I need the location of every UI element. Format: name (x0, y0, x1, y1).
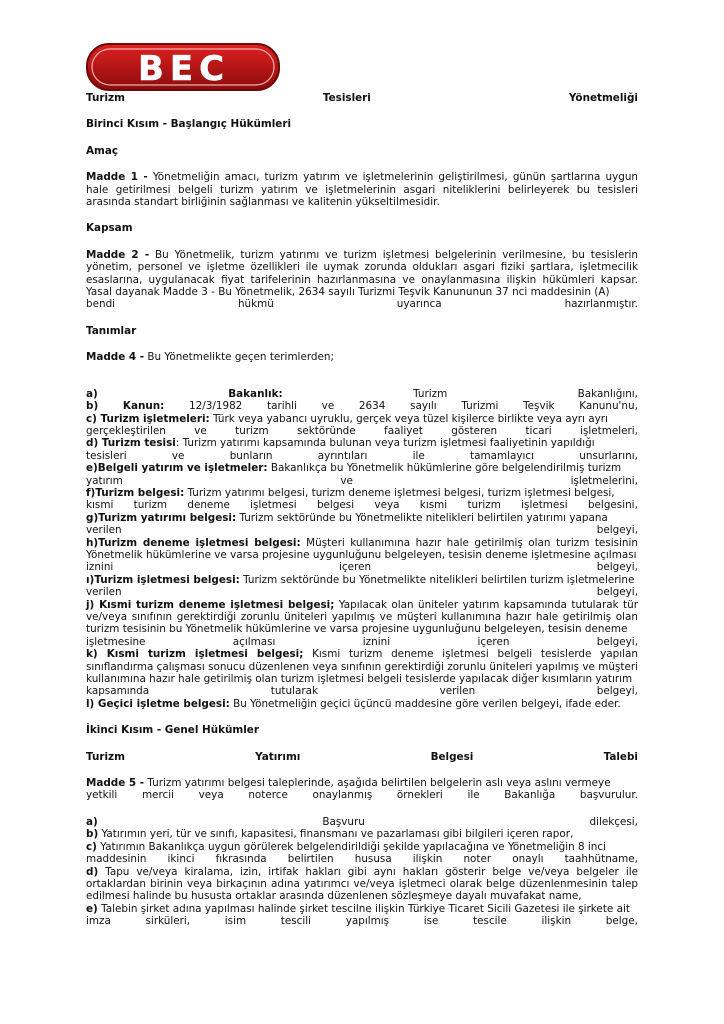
amac-heading: Amaç (86, 144, 119, 157)
word: imza (86, 915, 111, 928)
title-word: Yönetmeliği (568, 92, 638, 104)
word: işletmesine (86, 635, 146, 648)
definition-k (86, 648, 638, 685)
item-label: d) (86, 865, 99, 878)
word: ticari (525, 424, 552, 437)
definition-h (86, 537, 638, 562)
def-text: Yapılacak olan üniteler yatırım kapsamında tutularak tür ve/veya sınıfının gerektirdiği zorunlu üniteleri yapılmış ve müşteri kullanımına hazır hale getirilmiş olan turizm tesisinin bu Yönetmelik hükümlerine ve varsa projesine uygunluğunu belgeleyen, tesisin deneme (86, 598, 638, 636)
word: turizm (133, 499, 168, 512)
definition-d-tail (86, 450, 638, 462)
definition-i (86, 574, 638, 586)
madde-number: Madde 1 - (86, 171, 148, 184)
requirement-d (86, 866, 638, 903)
definition-d (86, 437, 638, 449)
definition-c-tail (86, 425, 638, 437)
madde-4 (86, 351, 638, 363)
madde-2-tail (86, 298, 638, 310)
word: hükmü (237, 298, 274, 311)
word: Başvuru (322, 815, 365, 828)
word: tesisleri (86, 449, 127, 462)
definition-g-tail (86, 524, 638, 536)
word: Turizm (413, 387, 448, 400)
word: veya (374, 499, 400, 512)
definitions-list (86, 388, 638, 711)
word: onaylanmış (312, 789, 373, 802)
def-term: l) Geçici işletme belgesi: (86, 697, 230, 710)
madde-5-tail (86, 789, 638, 801)
def-text: Turizm sektöründe bu Yönetmelikte nitelikleri belirtilen turizm işletmelerine (239, 573, 635, 586)
word: işletmelerini, (570, 474, 638, 487)
heading-word: Belgesi (430, 750, 474, 763)
title-word: Tesisleri (322, 92, 371, 104)
definition-f-tail (86, 499, 638, 511)
bec-logo (86, 42, 282, 94)
def-text: Müşteri kullanımına hazır hale getirilmiş olan turizm tesisinin Yönetmelik hükümlerine ve varsa projesine uygunluğunu belgeleyen, tesisin deneme işletmesine açılması (86, 536, 638, 561)
def-term: Kanun: (122, 400, 165, 413)
document-title (86, 92, 638, 104)
word: tescile (473, 915, 507, 928)
word: ile (412, 449, 425, 462)
word: turizm (467, 499, 501, 512)
word: belgeyi, (596, 586, 638, 599)
logo-text: BEC (137, 49, 231, 89)
word: sektöründe (296, 424, 356, 437)
word: tescili (280, 915, 312, 928)
heading-word: Turizm (86, 750, 125, 763)
word: içeren (477, 635, 510, 648)
definition-e-tail (86, 475, 638, 487)
word: gösteren (451, 424, 498, 437)
word: belgeyi, (596, 524, 638, 537)
definition-l (86, 698, 638, 710)
def-term: h)Turizm deneme işletmesi belgesi: (86, 536, 301, 549)
def-text: Bu Yönetmeliğin geçici üçüncü maddesine göre verilen belgeyi, ifade eder. (229, 697, 621, 710)
word: açılması (232, 635, 276, 648)
item-text: Tapu ve/veya kiralama, izin, irtifak hakları gibi aynı hakları gösterir belge ve/veya belgeler ile ortaklardan birinin veya birkaçının adına yatırımcı ve/veya işletmeci olarak belge düzenlenmesinin talep edilmesi halinde bu hususta ortaklar arasında düzenlenen sözleşmeye dayalı muvafakat name, (86, 865, 638, 903)
word: sayılı (410, 400, 437, 413)
word: belgesini, (587, 499, 638, 512)
requirements-list (86, 816, 638, 928)
word: yetkili (86, 789, 118, 802)
word: verilen (86, 524, 122, 537)
word: tamamlayıcı (470, 449, 535, 462)
word: 2634 (358, 400, 386, 413)
word: fıkrasında (215, 853, 267, 866)
word: bendi (86, 298, 116, 311)
word: ilişkin (412, 853, 443, 866)
def-term: e)Belgeli yatırım ve işletmeler: (86, 462, 268, 475)
item-text: Yatırımın Bakanlıkça uygun görülerek belgelendirildiği şekilde yapılacağına ve Yönetmeliğin 8 inci (96, 840, 606, 853)
def-label: b) (86, 400, 99, 413)
word: belgeyi, (596, 685, 638, 698)
def-text: Turizm yatırımı belgesi, turizm deneme işletmesi belgesi, turizm işletmesi belgesi, (184, 486, 615, 499)
word: ve (340, 474, 353, 487)
word: iznini (362, 635, 391, 648)
word: işletmesi (521, 499, 568, 512)
definition-j-tail (86, 636, 638, 648)
word: uyarınca (396, 298, 442, 311)
madde-text: Bu Yönetmelik, turizm yatırımı ve turizm işletmesi belgelerinin verilmesine, bu tesislerin yönetim, personel ve işletme özellikleri ile uymak zorunda oldukları asgari fiziki şartlara, işletmecilik esaslarına, uygulanacak fiyat tarifelerinin hazırlanmasına ve onaylanmasına ilişkin hükümleri kapsar. Yasal dayanak Madde 3 - Bu Yönetmelik, 2634 sayılı Turizmi Teşvik Kanununun 37 nci maddesinin (A) (86, 248, 638, 299)
word: tarihli (267, 400, 297, 413)
item-text: Yatırımın yeri, tür ve sınıfı, kapasitesi, finansmanı ve pazarlaması gibi bilgileri içeren rapor, (98, 828, 574, 841)
word: yapılmış (345, 915, 390, 928)
word: taahhütname, (564, 853, 638, 866)
word: Kanunu'nu, (579, 400, 638, 413)
word: işletmeleri, (580, 424, 638, 437)
word: ve (171, 449, 185, 462)
word: noter (463, 853, 492, 866)
madde-5 (86, 777, 638, 789)
madde-number: Madde 5 - (86, 777, 145, 790)
def-text: Kısmi turizm deneme işletmesi belgeli tesislerde yapılan sınıflandırma çalışması sonucu düzenlenen veya sınıfının gerektirdiği zorunlu üniteleri yapılmış ve müşteri kullanımına hazır hale getirilmiş olan turizm işletmesi belgeli tesislerde yapılacak diğer kısımların yatırım (86, 648, 638, 686)
def-term: g)Turizm yatırımı belgesi: (86, 511, 237, 524)
word: verilen (439, 685, 476, 698)
word: tutularak (270, 685, 318, 698)
word: sirküleri, (145, 915, 191, 928)
definition-b (86, 400, 638, 412)
requirement-e (86, 903, 638, 915)
word: hususa (354, 853, 392, 866)
word: unsurlarını, (579, 449, 638, 462)
kapsam-heading: Kapsam (86, 222, 133, 235)
madde-text: Bu Yönetmelikte geçen terimlerden; (144, 351, 335, 364)
definition-e (86, 462, 638, 474)
definition-c (86, 413, 638, 425)
tanimlar-heading: Tanımlar (86, 324, 137, 337)
def-term: c) Turizm işletmeleri: (86, 412, 210, 425)
def-term: f)Turizm belgesi: (86, 486, 185, 499)
word: Teşvik (523, 400, 555, 413)
word: Turizmi (461, 400, 499, 413)
word: içeren (339, 561, 372, 574)
madde-2 (86, 249, 638, 299)
word: bunların (229, 449, 273, 462)
word: işletmesi (250, 499, 297, 512)
def-term: ı)Turizm işletmesi belgesi: (86, 573, 240, 586)
word: mercii (141, 789, 174, 802)
definition-f (86, 487, 638, 499)
title-word: Turizm (86, 92, 125, 104)
word: noterce (248, 789, 288, 802)
def-text: Türk veya yabancı uyruklu, gerçek veya tüzel kişilerce birlikte veya ayrı ayrı (209, 412, 608, 425)
definition-a (86, 388, 638, 400)
requirement-b (86, 828, 638, 840)
word: ve (321, 400, 335, 413)
requirement-c-tail (86, 853, 638, 865)
word: ayrıntıları (317, 449, 368, 462)
word: örnekleri (396, 789, 443, 802)
def-term: j) Kısmi turizm deneme işletmesi belgesi; (86, 598, 335, 611)
document-body (86, 92, 638, 928)
madde-number: Madde 2 - (86, 248, 150, 261)
word: faaliyet (384, 424, 423, 437)
requirement-a (86, 816, 638, 828)
def-label: a) (86, 387, 98, 400)
word: yatırım (86, 474, 123, 487)
def-text: Bakanlıkça bu Yönetmelik hükümlerine göre belgelendirilmiş turizm (267, 462, 622, 475)
word: belirtilen (287, 853, 334, 866)
requirement-c (86, 841, 638, 853)
word: deneme (187, 499, 230, 512)
word: hazırlanmıştır. (564, 298, 638, 311)
word: 12/3/1982 (189, 400, 243, 413)
word: belge, (605, 915, 638, 928)
item-label: a) (86, 815, 98, 828)
word: dilekçesi, (589, 815, 638, 828)
def-term: Bakanlık: (228, 387, 283, 400)
word: veya (198, 789, 224, 802)
word: kısmi (86, 499, 114, 512)
heading-word: Yatırımı (255, 750, 301, 763)
word: turizm (235, 424, 269, 437)
word: ilişkin (541, 915, 572, 928)
word: belgeyi, (596, 635, 638, 648)
part2-heading: İkinci Kısım - Genel Hükümler (86, 724, 259, 737)
word: ve (194, 424, 207, 437)
word: isim (224, 915, 247, 928)
item-label: e) (86, 902, 98, 915)
madde-text: Turizm yatırımı belgesi taleplerinde, aşağıda belirtilen belgelerin aslı veya aslını vermeye (144, 777, 611, 790)
def-text: Turizm sektöründe bu Yönetmelikte nitelikleri belirtilen yatırımı yapana (236, 511, 608, 524)
def-text: : Turizm yatırımı kapsamında bulunan veya turizm işletmesi faaliyetinin yapıldığı (175, 437, 595, 450)
word: iznini (86, 561, 114, 574)
item-text: Talebin şirket adına yapılması halinde şirket tescilne ilişkin Türkiye Ticaret Sicili Gazetesi ile şirkete ait (97, 902, 630, 915)
part1-heading: Birinci Kısım - Başlangıç Hükümleri (86, 118, 292, 131)
word: Bakanlığını, (577, 387, 638, 400)
word: kapsamında (86, 685, 150, 698)
madde-number: Madde 4 - (86, 351, 145, 364)
heading-word: Talebi (603, 750, 638, 763)
requirement-e-tail (86, 915, 638, 927)
word: onaylı (512, 853, 544, 866)
word: ise (423, 915, 439, 928)
item-label: c) (86, 840, 97, 853)
definition-i-tail (86, 586, 638, 598)
word: Bakanlığa (504, 789, 556, 802)
word: gerçekleştirilen (86, 424, 166, 437)
word: kısmi (419, 499, 448, 512)
definition-j (86, 599, 638, 636)
def-term: d) Turizm tesisi (86, 437, 176, 450)
definition-g (86, 512, 638, 524)
madde-text: Yönetmeliğin amacı, turizm yatırım ve işletmelerinin geliştirilmesi, günün şartlarına uygun hale getirilmesi belgeli turizm yatırım ve işletmelerinin asgari niteliklerini belirleyerek bu tesisleri arasında standart birliğinin sağlanması ve kalitenin yükseltilmesidir. (86, 171, 639, 209)
word: ikinci (167, 853, 195, 866)
word: verilen (86, 586, 122, 599)
madde-1 (86, 171, 638, 208)
word: ile (467, 789, 480, 802)
item-label: b) (86, 828, 99, 841)
word: belgesi (316, 499, 355, 512)
word: maddesinin (86, 853, 147, 866)
section-heading (86, 751, 638, 763)
def-term: k) Kısmi turizm işletmesi belgesi; (86, 648, 304, 661)
definition-k-tail (86, 685, 638, 697)
word: belgeyi, (596, 561, 638, 574)
definition-h-tail (86, 561, 638, 573)
word: başvurulur. (579, 789, 638, 802)
